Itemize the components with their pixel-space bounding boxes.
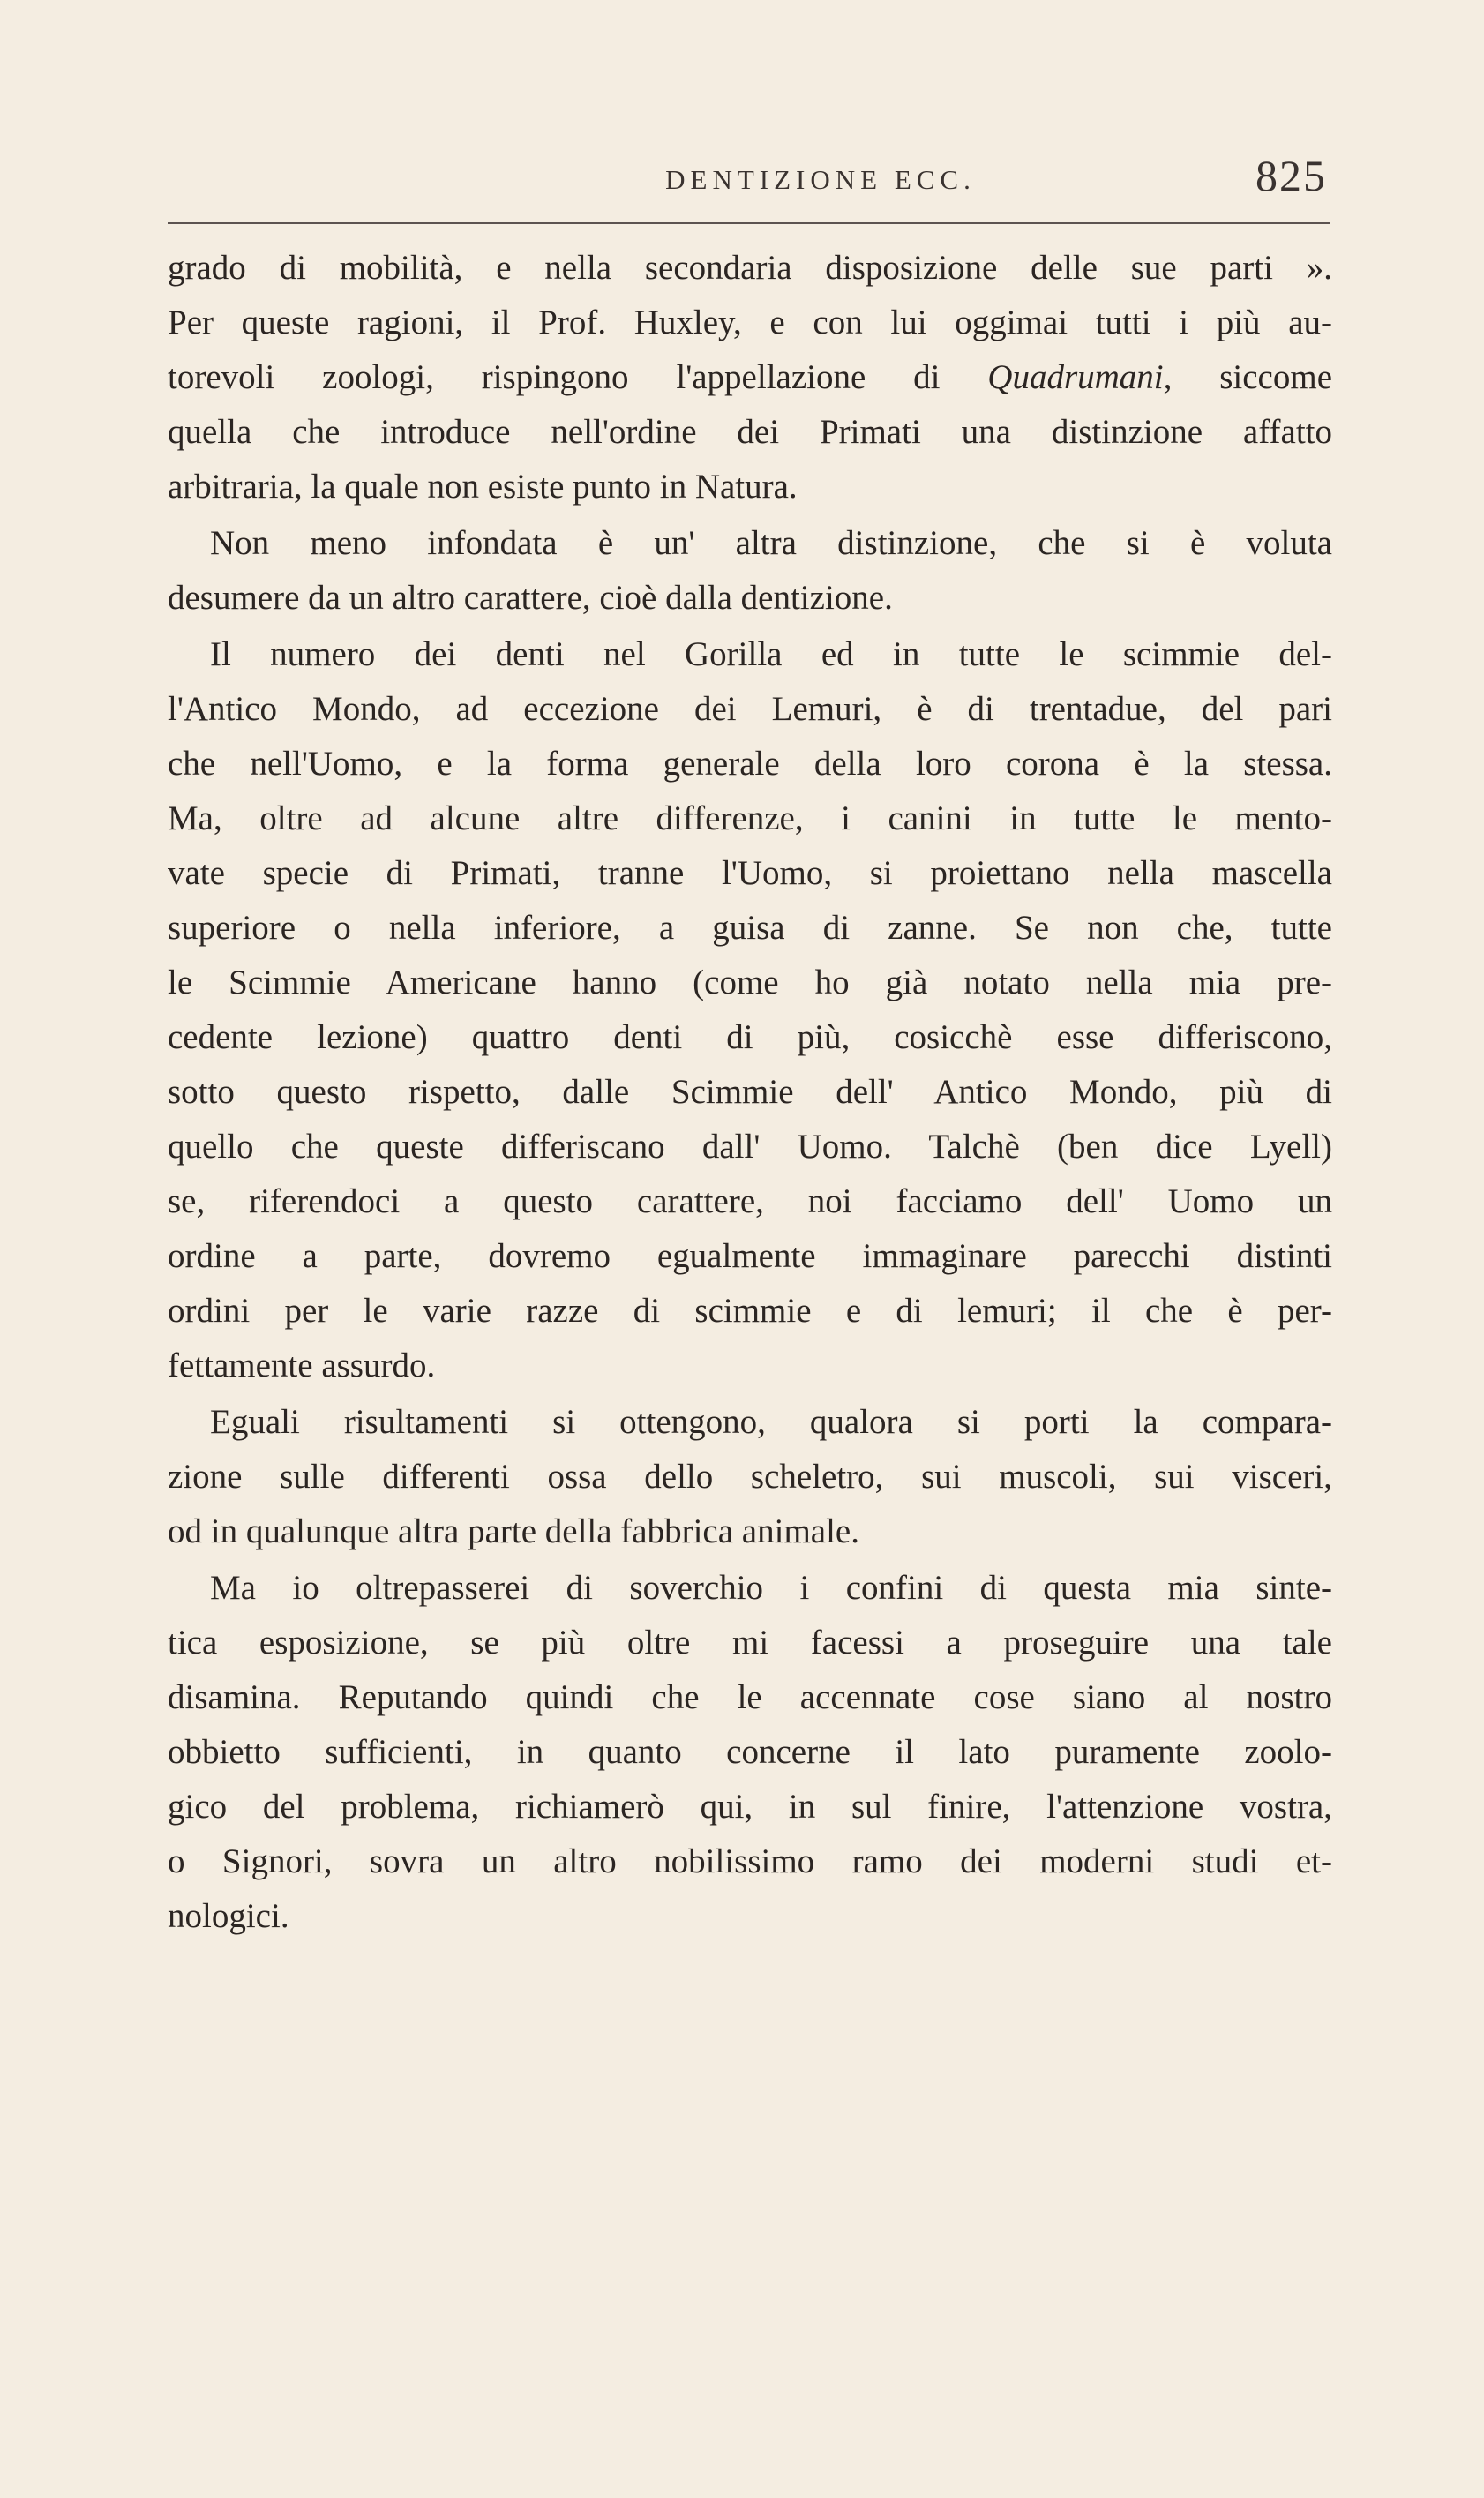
text-line: desumere da un altro carattere, cioè dalla dentizione. [168, 579, 893, 617]
paragraph-5 [168, 1561, 1332, 1944]
text-line: nologici. [168, 1897, 289, 1935]
text-line: superiore o nella inferiore, a guisa di zanne. Se non che, tutte [168, 909, 1332, 947]
text-line: se, riferendoci a questo carattere, noi facciamo dell' Uomo un [168, 1182, 1332, 1220]
text-line: ordini per le varie razze di scimmie e di lemuri; il che è per- [168, 1292, 1332, 1330]
text-line: obbietto sufficienti, in quanto concerne il lato puramente zoolo- [168, 1733, 1332, 1771]
running-head: DENTIZIONE ECC. [665, 164, 976, 195]
text-line: fettamente assurdo. [168, 1347, 436, 1384]
text-line: Per queste ragioni, il Prof. Huxley, e con lui oggimai tutti i più au- [168, 304, 1332, 341]
text-line: quello che queste differiscano dall' Uomo. Talchè (ben dice Lyell) [168, 1128, 1332, 1166]
paragraph-4 [168, 1395, 1332, 1559]
text-line: torevoli zoologi, rispingono l'appellazione di Quadrumani, siccome [168, 358, 1333, 396]
page-number: 825 [1255, 151, 1327, 200]
paragraph-3 [168, 627, 1332, 1393]
text-line: Eguali risultamenti si ottengono, qualora si porti la compara- [210, 1403, 1332, 1441]
text-line: le Scimmie Americane hanno (come ho già notato nella mia pre- [168, 964, 1332, 1001]
text-line: sotto questo rispetto, dalle Scimmie dell' Antico Mondo, più di [168, 1073, 1332, 1111]
text-line: arbitraria, la quale non esiste punto in Natura. [168, 468, 798, 506]
paragraph-2 [168, 516, 1332, 626]
text-line: gico del problema, richiamerò qui, in sul finire, l'attenzione vostra, [168, 1788, 1332, 1826]
text-line: disamina. Reputando quindi che le accennate cose siano al nostro [168, 1678, 1332, 1716]
paragraph-1 [168, 241, 1332, 514]
text-line: ordine a parte, dovremo egualmente immaginare parecchi distinti [168, 1237, 1332, 1275]
text-line: Ma, oltre ad alcune altre differenze, i canini in tutte le mento- [168, 799, 1332, 837]
page-header [168, 148, 1330, 201]
text-line: grado di mobilità, e nella secondaria disposizione delle sue parti ». [168, 249, 1332, 287]
text-line: Il numero dei denti nel Gorilla ed in tutte le scimmie del- [210, 635, 1332, 673]
text-line: quella che introduce nell'ordine dei Primati una distinzione affatto [168, 413, 1332, 451]
text-line: od in qualunque altra parte della fabbrica animale. [168, 1512, 859, 1550]
text-line: zione sulle differenti ossa dello scheletro, sui muscoli, sui visceri, [168, 1458, 1332, 1496]
header-rule [168, 222, 1330, 224]
text-line: cedente lezione) quattro denti di più, cosicchè esse differiscono, [168, 1018, 1332, 1056]
text-line: vate specie di Primati, tranne l'Uomo, si proiettano nella mascella [168, 854, 1332, 892]
text-line: l'Antico Mondo, ad eccezione dei Lemuri, è di trentadue, del pari [168, 690, 1332, 728]
text-line: Ma io oltrepasserei di soverchio i confini di questa mia sinte- [210, 1569, 1332, 1607]
text-line: Non meno infondata è un' altra distinzione, che si è voluta [210, 524, 1332, 562]
body-text [168, 241, 1332, 1944]
text-line: o Signori, sovra un altro nobilissimo ramo dei moderni studi et- [168, 1842, 1332, 1880]
italic-term: Quadrumani, [987, 358, 1173, 396]
text-line: che nell'Uomo, e la forma generale della loro corona è la stessa. [168, 745, 1332, 783]
text-line: tica esposizione, se più oltre mi facessi a proseguire una tale [168, 1624, 1332, 1662]
